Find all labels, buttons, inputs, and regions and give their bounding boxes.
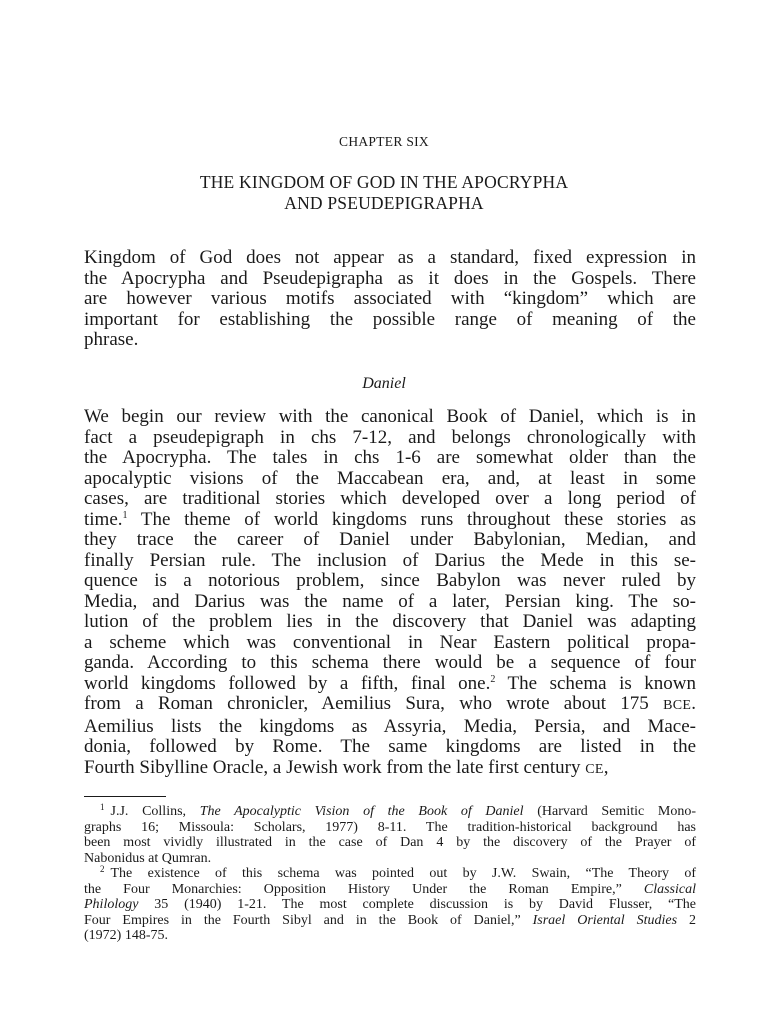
chapter-title-line-1: THE KINGDOM OF GOD IN THE APOCRYPHA	[199, 172, 569, 192]
text-run: The theme of world kingdoms runs throughout these stories as	[127, 508, 696, 530]
footnote-line	[84, 804, 696, 820]
text-run: ,	[603, 756, 609, 778]
italic-title: The Apocalyptic Vision of the Book of Daniel	[199, 804, 524, 819]
text-line: the Apocrypha and Pseudepigrapha as it does in the Gospels. There	[84, 267, 696, 289]
text-run: The schema is known	[495, 672, 697, 694]
text-line: are however various motifs associated with “kingdom” which are	[84, 288, 696, 309]
text-run: been most vividly illustrated in the case of Dan 4 by the discovery of the Prayer of	[84, 835, 696, 850]
italic-title: Classical	[643, 881, 696, 897]
text-line	[84, 674, 696, 695]
daniel-paragraph	[84, 407, 696, 780]
text-run: time.	[84, 508, 123, 530]
era-abbrev: BCE	[663, 698, 692, 713]
section-heading: Daniel	[362, 375, 406, 392]
text-line: important for establishing the possible range of meaning of the	[84, 308, 696, 330]
text-line: they trace the career of Daniel under Babylonian, Median, and	[84, 529, 696, 550]
text-run: from a Roman chronicler, Aemilius Sura, who wrote about 175	[84, 693, 664, 714]
text-line: ganda. According to this schema there would be a sequence of four	[84, 652, 696, 673]
text-line: quence is a notorious problem, since Babylon was never ruled by	[84, 570, 696, 591]
era-abbrev: CE	[585, 761, 604, 777]
text-line: finally Persian rule. The inclusion of Darius the Mede in this se-	[84, 549, 696, 571]
text-run: 2	[677, 912, 697, 928]
footnote-line	[84, 851, 696, 867]
text-line: apocalyptic visions of the Maccabean era, and, at least in some	[84, 467, 696, 489]
text-line: cases, are traditional stories which developed over a long period of	[84, 488, 696, 509]
intro-paragraph	[84, 248, 696, 351]
text-line: donia, followed by Rome. The same kingdoms are listed in the	[84, 736, 696, 757]
text-line	[84, 510, 696, 531]
footnote-rule	[84, 796, 166, 797]
text-run: (1972) 148-75.	[84, 928, 168, 943]
footnote-line	[84, 866, 696, 882]
text-line: Kingdom of God does not appear as a standard, fixed expression in	[84, 247, 696, 268]
text-line: fact a pseudepigraph in chs 7-12, and belongs chronologically with	[84, 426, 696, 448]
footnote-line	[84, 820, 696, 836]
text-run: Nabonidus at Qumran.	[84, 850, 212, 866]
text-run: world kingdoms followed by a fifth, final one.	[84, 672, 491, 694]
text-run: Four Empires in the Fourth Sibyl and in the Book of Daniel,”	[84, 912, 533, 928]
italic-title: Philology	[84, 897, 139, 912]
footnote-line	[84, 882, 696, 898]
text-run: The existence of this schema was pointed out by J.W. Swain, “The Theory of	[110, 866, 696, 881]
text-line	[84, 758, 696, 781]
chapter-title	[0, 172, 768, 214]
text-run: the Four Monarchies: Opposition History Under the Roman Empire,”	[84, 881, 644, 897]
text-line: We begin our review with the canonical Book of Daniel, which is in	[84, 406, 696, 427]
footnote-line	[84, 928, 696, 944]
text-line: Aemilius lists the kingdoms as Assyria, Media, Persia, and Mace-	[84, 715, 696, 737]
footnote-ref: 1	[122, 509, 128, 521]
footnotes	[84, 804, 696, 944]
text-line: a scheme which was conventional in Near Eastern political propa-	[84, 631, 696, 653]
footnote-number: 1	[100, 802, 105, 812]
chapter-title-line-2: AND PSEUDEPIGRAPHA	[284, 193, 484, 213]
footnote-line	[84, 913, 696, 929]
text-line: phrase.	[84, 329, 139, 350]
text-run: (Harvard Semitic Mono-	[523, 804, 696, 819]
text-run: graphs 16; Missoula: Scholars, 1977) 8-11. The tradition-historical background has	[84, 819, 696, 835]
chapter-label: CHAPTER SIX	[339, 134, 429, 149]
text-run: J.J. Collins,	[110, 804, 200, 819]
footnote-number: 2	[100, 864, 105, 874]
text-run: .	[691, 693, 696, 714]
text-line: lution of the problem lies in the discovery that Daniel was adapting	[84, 611, 696, 632]
italic-title: Israel Oriental Studies	[532, 912, 678, 928]
text-line	[84, 694, 696, 717]
text-run: Fourth Sibylline Oracle, a Jewish work from the late first century	[84, 756, 586, 778]
footnote-line	[84, 897, 696, 913]
text-line: the Apocrypha. The tales in chs 1-6 are somewhat older than the	[84, 447, 696, 468]
text-line: Media, and Darius was the name of a later, Persian king. The so-	[84, 590, 696, 612]
text-run: 35 (1940) 1-21. The most complete discussion is by David Flusser, “The	[138, 897, 696, 912]
footnote-line	[84, 835, 696, 851]
footnote-ref: 2	[490, 673, 496, 685]
